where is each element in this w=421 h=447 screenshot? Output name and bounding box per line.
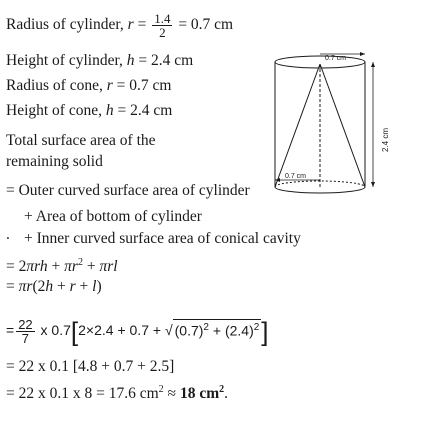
tsa-heading-line2: remaining solid: [6, 153, 103, 170]
radicand-h: + (2.4): [208, 322, 254, 339]
figure-top-label: 0.7 cm: [325, 55, 347, 62]
final-period: .: [224, 385, 228, 403]
figure-side-label: 2.4 cm: [381, 127, 390, 152]
figure-bottom-label: 0.7 cm: [285, 173, 307, 180]
height-cylinder-line: [6, 52, 193, 70]
step-bottom-area: + Area of bottom of cylinder: [24, 208, 202, 225]
sqrt-radicand: [173, 319, 262, 339]
step-outer-csa: = Outer curved surface area of cylinder: [6, 182, 250, 199]
step-simplified: = 22 x 0.1 [4.8 + 0.7 + 2.5]: [6, 358, 175, 375]
side-arrow-bottom: [371, 182, 375, 187]
formula-term-pirl: πrl: [99, 258, 118, 276]
step-formula-expanded: [6, 254, 118, 276]
fraction-numerator: 1.4: [154, 11, 171, 26]
radicand-r: (0.7): [174, 322, 204, 339]
radius-cylinder-var: r: [127, 16, 134, 34]
equals-sign: =: [133, 16, 151, 34]
factored-close: ): [96, 278, 102, 295]
radius-cylinder-value: = 0.7 cm: [174, 16, 234, 34]
height-cone-value: = 2.4 cm: [113, 102, 173, 119]
final-answer: [180, 385, 224, 402]
pi-denominator: 7: [21, 331, 30, 346]
cone-left-edge: [275, 64, 320, 187]
step-inner-csa-dot: .: [6, 226, 10, 243]
height-cone-line: [6, 102, 172, 120]
radius-cone-label: Radius of cone,: [6, 77, 107, 94]
close-bracket: ]: [261, 316, 269, 347]
cone-right-edge: [320, 64, 365, 187]
factored-open: (2: [32, 278, 46, 295]
radius-cylinder-label: Radius of cylinder,: [6, 16, 128, 34]
step-final-answer: [6, 381, 228, 403]
approx-sign: ≈: [163, 385, 180, 403]
formula-exponent: 2: [77, 257, 83, 268]
final-unit-exp: 2: [158, 384, 164, 395]
radius-cylinder-line: [6, 12, 233, 39]
height-cylinder-var: h: [126, 52, 135, 69]
factored-plus: +: [75, 278, 93, 295]
radicand-h-exp: 2: [253, 321, 260, 333]
factored-l: l: [92, 278, 97, 295]
open-bracket: [: [70, 316, 79, 347]
factored-r: r: [69, 278, 76, 295]
substitution-radius: x 0.7: [36, 322, 71, 339]
tsa-heading-line1: Total surface area of the: [6, 132, 156, 149]
final-answer-exp: 2: [219, 384, 225, 395]
radius-cone-var: r: [106, 77, 113, 94]
cylinder-bottom-front: [275, 187, 365, 193]
pi-numerator: 22: [18, 317, 33, 332]
formula-prefix: = 2: [6, 258, 27, 276]
formula-plus: +: [82, 258, 100, 276]
height-cone-var: h: [105, 102, 114, 119]
height-cylinder-label: Height of cylinder,: [6, 52, 127, 69]
radicand-r-exp: 2: [203, 321, 209, 333]
step-formula-factored: [6, 278, 102, 296]
factored-pir: πr: [18, 278, 33, 295]
formula-term-pir: πr: [64, 258, 78, 276]
radius-cone-line: [6, 77, 171, 95]
formula-plus: +: [47, 258, 65, 276]
cylinder-cone-figure: [270, 52, 410, 212]
step-substitution: [6, 318, 269, 345]
pi-fraction: [16, 318, 34, 345]
final-computation: = 22 x 0.1 x 8 = 17.6 cm: [6, 385, 159, 403]
side-arrow-top: [371, 62, 375, 67]
substitution-equals: =: [6, 322, 15, 339]
radius-cone-value: = 0.7 cm: [112, 77, 172, 94]
substitution-inner: 2×2.4 + 0.7 +: [78, 322, 165, 339]
step-inner-csa: + Inner curved surface area of conical cavity: [24, 230, 301, 247]
factored-prefix: =: [6, 278, 19, 295]
height-cylinder-value: = 2.4 cm: [134, 52, 194, 69]
factored-plus: +: [53, 278, 70, 295]
top-arrow-head: [360, 52, 365, 56]
radius-fraction: [152, 12, 172, 39]
fraction-denominator: 2: [159, 25, 166, 40]
sqrt-sign: √: [164, 322, 173, 339]
final-answer-value: 18 cm: [179, 385, 220, 403]
factored-h: h: [45, 278, 54, 295]
height-cone-label: Height of cone,: [6, 102, 106, 119]
formula-term-pirh: πrh: [26, 258, 48, 276]
